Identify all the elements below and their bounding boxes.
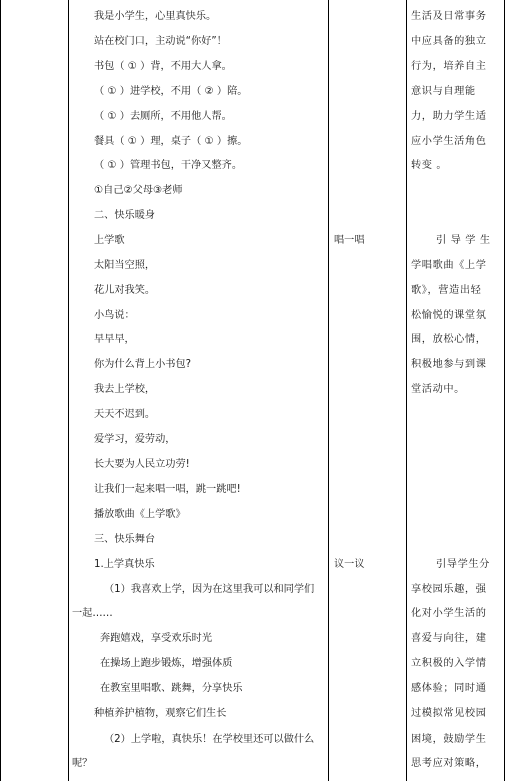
purpose-line: 思考应对策略， [411, 758, 487, 769]
content-line: 书包（ ① ）背，不用大人拿。 [94, 61, 232, 72]
purpose-line: 引 导 学 生 [436, 235, 491, 246]
purpose-line: 力，助力学生适 [411, 111, 487, 122]
content-line: 一起…… [72, 608, 113, 619]
song-lyric: 天天不迟到。 [94, 409, 156, 420]
purpose-line: 生活及日常事务 [411, 11, 487, 22]
purpose-line: 过模拟常见校园 [411, 708, 487, 719]
content-line: 播放歌曲《上学歌》 [94, 509, 186, 520]
purpose-line: 松愉悦的课堂氛 [411, 310, 487, 321]
section-heading: 三、快乐舞台 [94, 534, 156, 545]
purpose-line: 困境，鼓励学生 [411, 734, 487, 745]
purpose-line: 享校园乐趣，强 [411, 584, 487, 595]
table-divider-1 [68, 0, 69, 781]
purpose-line: 喜爱与向往，建 [411, 633, 487, 644]
song-lyric: 早早早， [94, 334, 135, 345]
content-line: 我是小学生，心里真快乐。 [94, 11, 217, 22]
list-item: 在操场上跑步锻炼，增强体质 [100, 658, 233, 669]
table-border-left [0, 0, 1, 781]
purpose-line: 应小学生活角色 [411, 136, 487, 147]
purpose-line: 意识与自理能 [411, 86, 476, 97]
content-line: （ ① ）管理书包，干净又整齐。 [94, 160, 243, 171]
content-line: （ ① ）进学校，不用（ ② ）陪。 [94, 86, 248, 97]
purpose-line: 行为，培养自主 [411, 61, 487, 72]
purpose-line: 围，放松心情， [411, 334, 487, 345]
song-lyric: 长大要为人民立功劳! [94, 459, 190, 470]
purpose-line: 感体验；同时通 [411, 683, 487, 694]
activity-sing: 唱一唱 [334, 235, 365, 246]
content-line: 呢？ [72, 758, 93, 769]
song-title: 上学歌 [94, 235, 125, 246]
content-line: ①自己②父母③老师 [94, 185, 183, 196]
purpose-line: 立积极的入学情 [411, 658, 487, 669]
content-line: （ ① ）去厕所，不用他人帮。 [94, 111, 232, 122]
content-line: 站在校门口，主动说“你好”！ [94, 36, 227, 47]
content-line: 1.上学真快乐 [94, 559, 155, 570]
song-lyric: 太阳当空照， [94, 260, 156, 271]
table-divider-2 [328, 0, 329, 781]
purpose-line: 中应具备的独立 [411, 36, 487, 47]
purpose-line: 化对小学生活的 [411, 608, 487, 619]
purpose-line: 转变 。 [411, 160, 448, 171]
table-divider-3 [406, 0, 407, 781]
list-item: 在教室里唱歌、跳舞，分享快乐 [100, 683, 243, 694]
song-lyric: 我去上学校， [94, 384, 156, 395]
purpose-line: 积极地参与到课 [411, 359, 487, 370]
purpose-line: 歌》，营造出轻 [411, 285, 482, 296]
content-line: 餐具（ ① ）理，桌子（ ① ）擦。 [94, 136, 248, 147]
purpose-line: 引导学生分 [436, 559, 490, 570]
purpose-line: 学唱歌曲《上学 [411, 260, 487, 271]
section-heading: 二、快乐暖身 [94, 210, 156, 221]
song-lyric: 小鸟说： [94, 310, 135, 321]
song-lyric: 爱学习，爱劳动， [94, 434, 176, 445]
content-line: （1）我喜欢上学，因为在这里我可以和同学们 [104, 584, 315, 595]
list-item: 奔跑嬉戏，享受欢乐时光 [100, 633, 213, 644]
song-lyric: 花儿对我笑。 [94, 285, 156, 296]
activity-discuss: 议一议 [334, 559, 365, 570]
content-line: （2）上学啦，真快乐！在学校里还可以做什么 [104, 734, 315, 745]
purpose-line: 堂活动中。 [411, 384, 465, 395]
list-item: 种植养护植物，观察它们生长 [94, 708, 227, 719]
song-lyric: 你为什么背上小书包? [94, 359, 192, 370]
content-line: 让我们一起来唱一唱，跳一跳吧! [94, 484, 241, 495]
